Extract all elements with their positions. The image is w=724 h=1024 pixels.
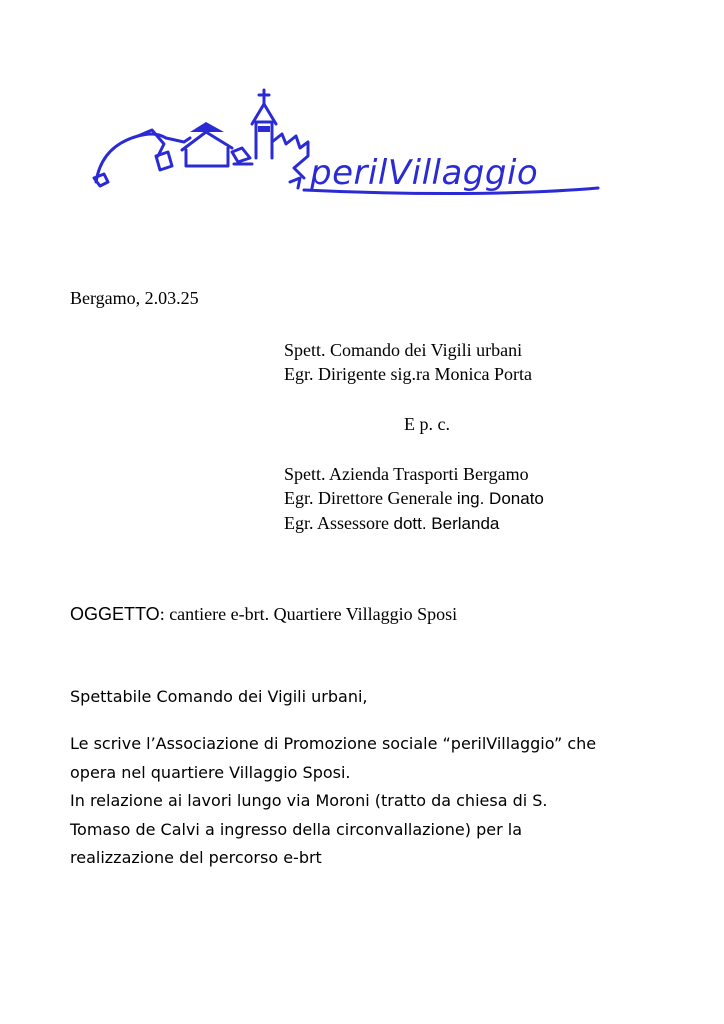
cc-recipient-text: Egr. Assessore (284, 513, 394, 533)
letter-date: Bergamo, 2.03.25 (70, 288, 199, 308)
body-line: Tomaso de Calvi a ingresso della circonvallazione) per la (70, 819, 523, 839)
body-line: opera nel quartiere Villaggio Sposi. (70, 762, 351, 782)
subject-text: : cantiere e-brt. Quartiere Villaggio Sposi (159, 604, 458, 624)
cc-recipient-text: Spett. Azienda Trasporti Bergamo (284, 464, 529, 484)
village-church-logo-icon (86, 86, 602, 204)
subject-line (70, 602, 457, 626)
cc-recipient-line (284, 462, 544, 486)
association-logo (86, 86, 602, 204)
cc-recipient-line (284, 486, 544, 511)
body-line: In relazione ai lavori lungo via Moroni (tratto da chiesa di S. (70, 791, 548, 810)
logo-wordmark: perilVillaggio (310, 153, 539, 193)
salutation: Spettabile Comando dei Vigili urbani, (70, 687, 368, 706)
recipient-line: Spett. Comando dei Vigili urbani (284, 340, 523, 360)
cc-recipient-text: Egr. Direttore Generale (284, 488, 457, 508)
body-line: Le scrive l’Associazione di Promozione sociale “perilVillaggio” che (70, 734, 597, 753)
recipient-block (284, 338, 532, 386)
cc-recipient-block (284, 462, 544, 536)
body-line: realizzazione del percorso e-brt (70, 848, 322, 867)
recipient-line: Egr. Dirigente sig.ra Monica Porta (284, 364, 532, 384)
subject-label: OGGETTO (70, 604, 160, 624)
cc-recipient-name: dott. Berlanda (393, 514, 500, 533)
letter-body (70, 730, 690, 873)
cc-recipient-name: ing. Donato (456, 489, 544, 508)
cc-label: E p. c. (404, 414, 450, 434)
cc-recipient-line (284, 511, 544, 536)
